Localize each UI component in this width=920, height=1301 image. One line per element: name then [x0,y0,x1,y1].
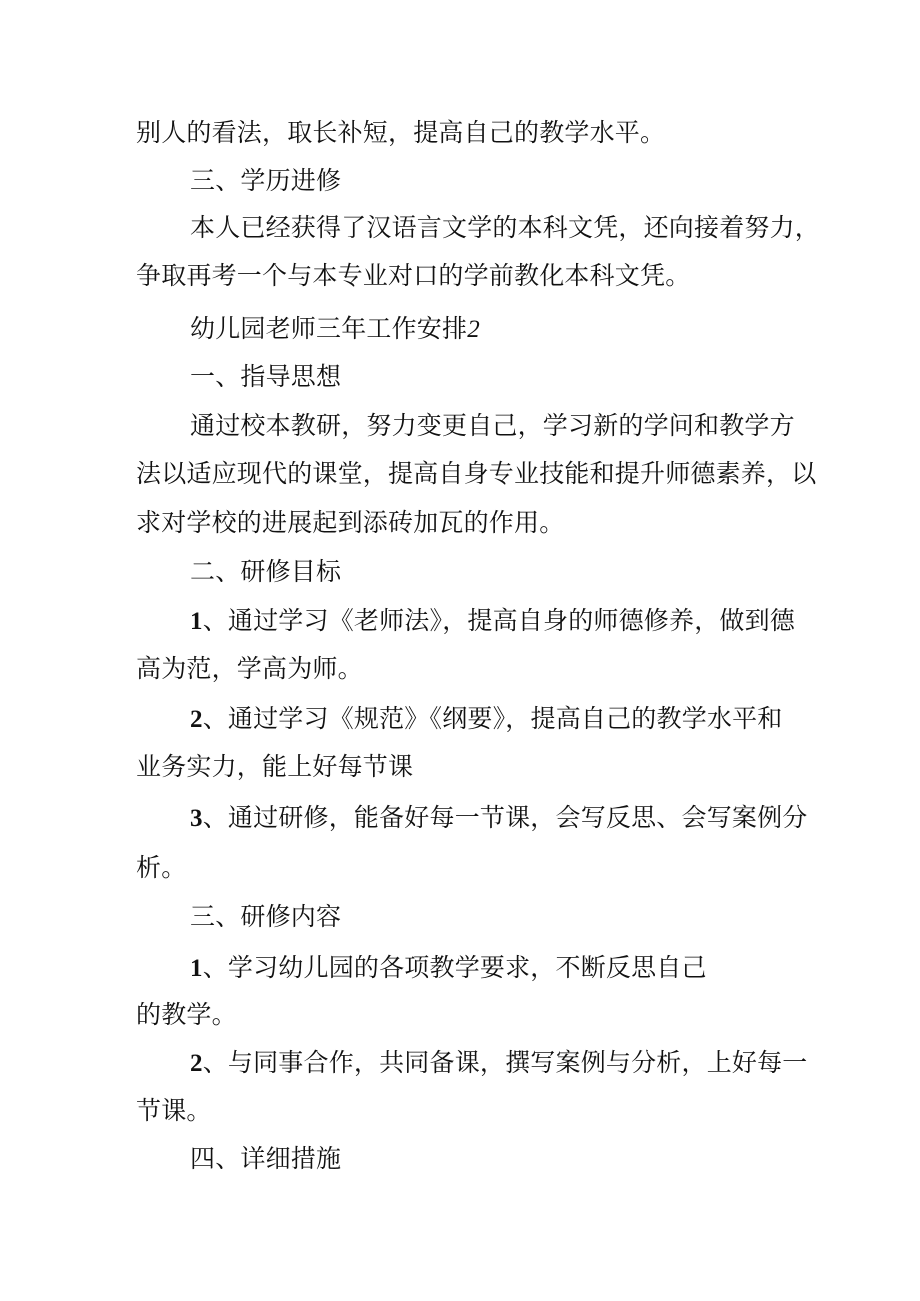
document-title: 幼儿园老师三年工作安排2 [190,314,480,343]
paragraph-line: 争取再考一个与本专业对口的学前教化本科文凭。 [136,261,691,290]
paragraph-line: 业务实力，能上好每节课 [136,752,414,781]
list-item: 2、与同事合作，共同备课，撰写案例与分析，上好每一 [190,1048,808,1077]
section-heading: 二、研修目标 [190,557,342,586]
section-heading: 四、详细措施 [190,1144,342,1173]
paragraph-line: 别人的看法，取长补短，提高自己的教学水平。 [136,118,666,147]
list-item: 2、通过学习《规范》《纲要》，提高自己的教学水平和 [190,704,783,733]
section-heading: 三、学历进修 [190,166,342,195]
paragraph-line: 求对学校的进展起到添砖加瓦的作用。 [136,508,565,537]
list-item: 1、通过学习《老师法》，提高自身的师德修养，做到德 [190,606,796,635]
paragraph-line: 高为范，学高为师。 [136,654,363,683]
paragraph-line: 节课。 [136,1096,212,1125]
paragraph-line: 析。 [136,853,187,882]
list-item: 1、学习幼儿园的各项教学要求，不断反思自己 [190,953,707,982]
list-item: 3、通过研修，能备好每一节课，会写反思、会写案例分 [190,803,808,832]
section-heading: 一、指导思想 [190,362,342,391]
paragraph-line: 法以适应现代的课堂，提高自身专业技能和提升师德素养，以 [136,459,817,488]
paragraph-line: 本人已经获得了汉语言文学的本科文凭，还向接着努力， [190,213,821,242]
paragraph-line: 的教学。 [136,1000,237,1029]
section-heading: 三、研修内容 [190,902,342,931]
paragraph-line: 通过校本教研，努力变更自己，学习新的学问和教学方 [190,411,795,440]
